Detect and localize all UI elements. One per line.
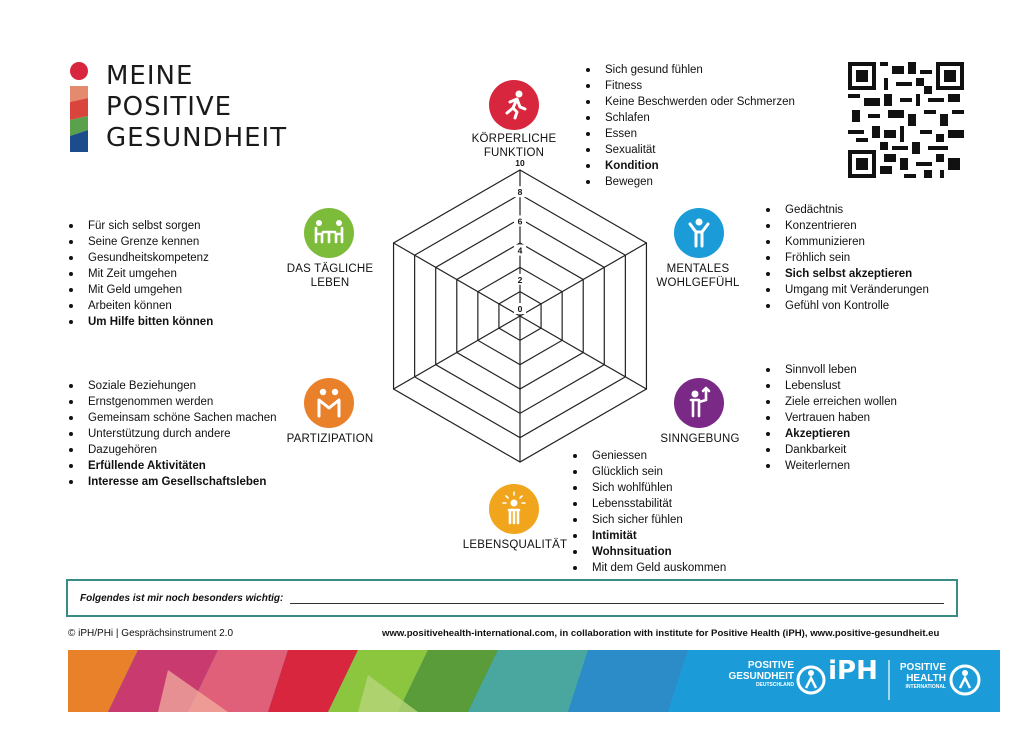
mental-list-item: Konzentrieren <box>763 218 929 234</box>
taeglich-list-item: Für sich selbst sorgen <box>66 218 213 234</box>
sinngebung-label: SINNGEBUNG <box>660 433 740 445</box>
lebens-list-item: Sich wohlfühlen <box>570 480 726 496</box>
partizip-list-item: Interesse am Gesellschaftsleben <box>66 474 277 490</box>
taeglich-list-item: Mit Geld umgehen <box>66 282 213 298</box>
footer-banner <box>68 650 1000 712</box>
koerper-list-item: Bewegen <box>583 174 795 190</box>
taeglich-list-item: Um Hilfe bitten können <box>66 314 213 330</box>
lebens-list-item: Sich sicher fühlen <box>570 512 726 528</box>
mental-list-item: Gedächtnis <box>763 202 929 218</box>
lebens-list-item: Lebensstabilität <box>570 496 726 512</box>
scale-label: 0 <box>517 304 523 314</box>
lebens-list-item: Glücklich sein <box>570 464 726 480</box>
koerper-list-item: Essen <box>583 126 795 142</box>
partizip-list-item: Ernstgenommen werden <box>66 394 277 410</box>
sinn-list-item: Akzeptieren <box>763 426 897 442</box>
partizipation-list <box>66 378 277 490</box>
sinn-list-item: Vertrauen haben <box>763 410 897 426</box>
person-pointing-up-icon <box>674 378 724 428</box>
mental-list-item: Sich selbst akzeptieren <box>763 266 929 282</box>
positive-health-logo: POSITIVE HEALTH INTERNATIONAL <box>899 662 946 690</box>
footer-links-text: www.positivehealth-international.com, in collaboration with institute for Positive Health (iPH), www.positive-gesundheit.eu <box>382 628 940 639</box>
people-at-table-icon <box>304 208 354 258</box>
sinn-list-item: Weiterlernen <box>763 458 897 474</box>
mentales-wohlgefuehl-label: MENTALES WOHLGEFÜHL <box>656 263 740 289</box>
mental-list-item: Gefühl von Kontrolle <box>763 298 929 314</box>
copyright-text: © iPH/PHi | Gesprächsinstrument 2.0 <box>68 628 234 639</box>
taeglich-list-item: Gesundheitskompetenz <box>66 250 213 266</box>
partizipation-badge <box>304 378 354 428</box>
sinn-list-item: Ziele erreichen wollen <box>763 394 897 410</box>
divider <box>888 660 892 700</box>
scale-label: 2 <box>517 274 523 285</box>
taeglich-list-item: Mit Zeit umgehen <box>66 266 213 282</box>
logo-mark-icon <box>60 60 100 160</box>
taeglich-list-item: Arbeiten können <box>66 298 213 314</box>
raised-arms-person-icon <box>674 208 724 258</box>
partizip-list-item: Gemeinsam schöne Sachen machen <box>66 410 277 426</box>
scale-label: 4 <box>517 245 523 256</box>
iph-logo: iPH <box>828 656 878 686</box>
sinn-list-item: Lebenslust <box>763 378 897 394</box>
partizip-list-item: Unterstützung durch andere <box>66 426 277 442</box>
koerperliche-funktion-label: KÖRPERLICHE FUNKTION <box>471 133 557 159</box>
taeglich-list-item: Seine Grenze kennen <box>66 234 213 250</box>
radiant-person-icon <box>489 484 539 534</box>
partizip-list-item: Soziale Beziehungen <box>66 378 277 394</box>
globe-person-icon-2 <box>948 660 982 700</box>
mentales-wohlgefuehl-badge <box>674 208 724 258</box>
mental-list-item: Kommunizieren <box>763 234 929 250</box>
lebensqualitaet-badge <box>489 484 539 534</box>
koerper-list-item: Fitness <box>583 78 795 94</box>
koerper-list-item: Kondition <box>583 158 795 174</box>
das-taegliche-leben-list <box>66 218 213 330</box>
koerper-list-item: Schlafen <box>583 110 795 126</box>
sinngebung-badge <box>674 378 724 428</box>
sinngebung-list <box>763 362 897 474</box>
logo-title: MEINE POSITIVE GESUNDHEIT <box>106 61 288 153</box>
globe-person-icon <box>796 660 826 700</box>
note-writing-line[interactable] <box>290 603 944 604</box>
scale-label: 10 <box>515 158 525 168</box>
radar-chart[interactable] <box>370 150 670 480</box>
partizipation-label: PARTIZIPATION <box>286 433 374 445</box>
koerper-list-item: Keine Beschwerden oder Schmerzen <box>583 94 795 110</box>
lebensqualitaet-label: LEBENSQUALITÄT <box>462 539 568 551</box>
qr-code[interactable] <box>848 62 964 178</box>
koerperliche-funktion-badge <box>489 80 539 130</box>
partizip-list-item: Dazugehören <box>66 442 277 458</box>
lebens-list-item: Intimität <box>570 528 726 544</box>
logo <box>60 60 300 160</box>
lebens-list-item: Wohnsituation <box>570 544 726 560</box>
note-label: Folgendes ist mir noch besonders wichtig: <box>80 593 284 604</box>
scale-label: 6 <box>517 216 523 227</box>
two-people-icon <box>304 378 354 428</box>
scale-label: 8 <box>517 187 523 198</box>
koerper-list-item: Sexualität <box>583 142 795 158</box>
qr-code-icon <box>848 62 964 178</box>
lebens-list-item: Mit dem Geld auskommen <box>570 560 726 576</box>
lebensqualitaet-list <box>570 448 726 576</box>
note-box[interactable] <box>66 579 958 617</box>
das-taegliche-leben-badge <box>304 208 354 258</box>
positive-gesundheit-logo: POSITIVE GESUNDHEIT DEUTSCHLAND <box>728 660 794 688</box>
sinn-list-item: Sinnvoll leben <box>763 362 897 378</box>
koerper-list-item: Sich gesund fühlen <box>583 62 795 78</box>
lebens-list-item: Geniessen <box>570 448 726 464</box>
running-person-icon <box>489 80 539 130</box>
radar-spokes <box>394 170 647 462</box>
mentales-wohlgefuehl-list <box>763 202 929 314</box>
koerperliche-funktion-list <box>583 62 795 190</box>
sinn-list-item: Dankbarkeit <box>763 442 897 458</box>
partizip-list-item: Erfüllende Aktivitäten <box>66 458 277 474</box>
das-taegliche-leben-label: DAS TÄGLICHE LEBEN <box>286 263 374 289</box>
mental-list-item: Umgang mit Veränderungen <box>763 282 929 298</box>
mental-list-item: Fröhlich sein <box>763 250 929 266</box>
